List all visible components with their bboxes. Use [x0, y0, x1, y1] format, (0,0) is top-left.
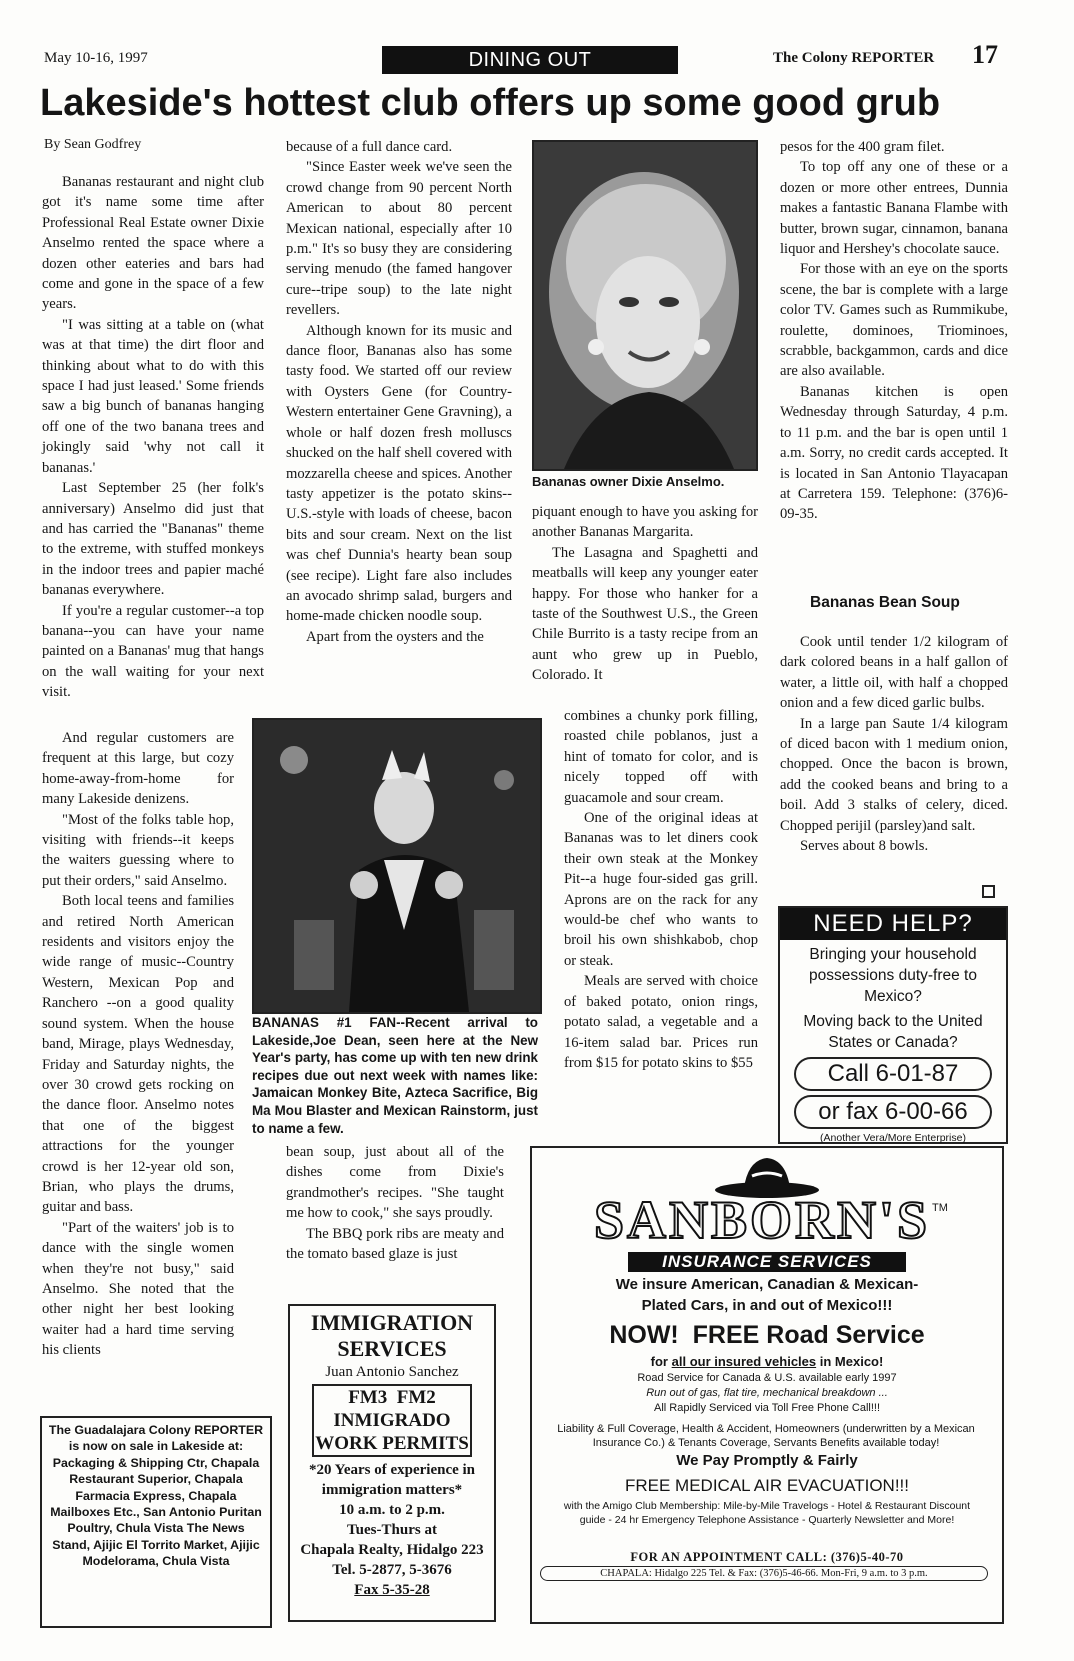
- sanborns-free-road-service: FREE Road Service: [692, 1321, 925, 1349]
- paragraph: Bananas restaurant and night club got it's name some time after Professional Real Estate owner Dixie Anselmo rented the space where a dozen other eateries and bars had come and gone in the space of a few years.: [42, 174, 264, 313]
- paragraph: If you're a regular customer--a top banana--you can have your name painted on a Bananas' mug that hangs on the wall waiting for your next visit.: [42, 602, 264, 701]
- section-banner: DINING OUT: [382, 46, 678, 74]
- immigration-experience: *20 Years of experience in immigration matters*: [308, 1462, 476, 1498]
- headline: Lakeside's hottest club offers up some good grub: [40, 82, 941, 124]
- need-help-ad: [778, 906, 1008, 1144]
- paragraph: And regular customers are frequent at this large, but cozy home-away-from-home for many Lakeside denizens.: [42, 730, 234, 808]
- article-column-3-continued: [564, 706, 758, 1073]
- paragraph: Although known for its music and dance floor, Bananas also has some tasty food. We started off our review with Oysters Gene (for Country-Western entertainer Gene Gravning), a whole or half dozen fresh molluscs shucked on the half shell covered with mozzarella cheese and spices. Another tasty appetizer is the potato skins--U.S.-style with loads of cheese, bacon bits and sour cream. Next on the list was chef Dunnia's hearty bean soup (see recipe). Light fare also includes an avocado shrimp salad, burgers and home-made chicken noodle soup.: [286, 322, 512, 625]
- sanborns-for-all-pre: for: [650, 1354, 668, 1369]
- party-photo-icon: [254, 720, 540, 1012]
- paragraph: "Since Easter week we've seen the crowd change from 90 percent North American to about 80 percent Mexican national, especially after 10 p.m." It's so busy they are considering serving menudo (the famed hangover cure--tripe soup) to the late night revellers.: [286, 159, 512, 319]
- article-column-3: [532, 502, 758, 686]
- sanborns-pay: We Pay Promptly & Fairly: [676, 1452, 858, 1469]
- paragraph: In a large pan Saute 1/4 kilogram of diced bacon with 1 medium onion, chopped. Once the bacon is brown, add the cooked beans and bring to a boil. Add 3 stalks of celery, diced. Chopped perijil (parsley)and salt.: [780, 715, 1008, 834]
- paragraph: Cook until tender 1/2 kilogram of dark colored beans in a half gallon of water, a little oil, with half a chopped onion and a few diced garlic bulbs.: [780, 634, 1008, 712]
- sanborns-insured-vehicles-link: all our insured vehicles: [671, 1354, 817, 1369]
- need-help-line1: Bringing your household possessions duty-free to Mexico?: [808, 946, 977, 1005]
- paragraph: "Most of the folks table hop, visiting with friends--it keeps the waiters guessing where to put their orders," said Anselmo.: [42, 811, 234, 889]
- need-help-footer: (Another Vera/More Enterprise): [820, 1132, 966, 1144]
- issue-date: May 10-16, 1997: [44, 50, 148, 66]
- paragraph: To top off any one of these or a dozen or more other entrees, Dunnia makes a fantastic Banana Flambe with butter, brown sugar, cinnamon, banana liquor and Hershey's chocolate sauce.: [780, 159, 1008, 258]
- sanborns-now: [572, 1320, 962, 1350]
- portrait-photo-icon: [534, 142, 756, 469]
- article-column-2-continued: [286, 1142, 504, 1264]
- sanborns-logo: SANBORN'S: [593, 1190, 931, 1250]
- need-help-fax: or fax 6-00-66: [794, 1095, 992, 1129]
- paragraph: One of the original ideas at Bananas was to let diners cook their own steak at the Monkey Pit--a huge four-sided gas grill. Aprons are on the rack for any would-be chef who wants to broil his own shishkabob, chop or steak.: [564, 810, 758, 969]
- sanborns-amigo: with the Amigo Club Membership: Mile-by-Mile Travelogs - Hotel & Restaurant Discount guide - 24 hr Emergency Telephone Assistance - Quarterly Newsletter and More!: [563, 1500, 971, 1526]
- paragraph: pesos for the 400 gram filet.: [780, 139, 945, 155]
- end-mark-icon: [982, 885, 995, 898]
- immigration-fm: FM3 FM2: [348, 1387, 436, 1408]
- immigration-fax: Fax 5-35-28: [354, 1582, 430, 1598]
- immigration-subtitle: SERVICES: [337, 1336, 447, 1361]
- sanborns-tm: TM: [932, 1202, 948, 1214]
- photo-caption-dixie: Bananas owner Dixie Anselmo.: [532, 474, 725, 489]
- recipe-body: [780, 632, 1008, 856]
- sanborns-rapidly: All Rapidly Serviced via Toll Free Phone Call!!!: [653, 1402, 880, 1414]
- paragraph: combines a chunky pork filling, roasted chile poblanos, just a hint of tomato for color, and is nicely topped off with guacamole and sour cream.: [564, 708, 758, 806]
- sanborns-insure: We insure American, Canadian & Mexican-Plated Cars, in and out of Mexico!!!: [615, 1276, 919, 1314]
- paragraph: "Part of the waiters' job is to dance with the single women when they're not busy," said Anselmo. She noted that the other night her best looking waiter had a hard time serving his clients: [42, 1219, 234, 1359]
- colony-box-places: Packaging & Shipping Ctr, Chapala Restaurant Superior, Chapala Farmacia Express, Chapala Mailboxes Etc., San Antonio Puritan Poultry, Chula Vista The News Stand, Ajijic El Torrito Market, Ajijic Modelorama, Chula Vista: [50, 1455, 262, 1569]
- colony-box-title: The Guadalajara Colony REPORTER: [48, 1423, 264, 1437]
- photo-dixie-anselmo: [532, 140, 758, 471]
- sanborns-canada: Road Service for Canada & U.S. available early 1997: [637, 1372, 897, 1384]
- paragraph: because of a full dance card.: [286, 139, 453, 155]
- colony-box-sub: is now on sale in Lakeside at:: [68, 1439, 244, 1454]
- immigration-work-permits: WORK PERMITS: [315, 1433, 469, 1454]
- paragraph: Serves about 8 bowls.: [800, 838, 929, 855]
- immigration-agent-name: Juan Antonio Sanchez: [325, 1364, 459, 1380]
- immigration-tel: Tel. 5-2877, 5-3676: [332, 1562, 452, 1578]
- sanborns-appointment: FOR AN APPOINTMENT CALL: (376)5-40-70: [630, 1550, 904, 1564]
- sanborns-run-out: Run out of gas, flat tire, mechanical breakdown ...: [646, 1387, 888, 1399]
- sanborns-banner: INSURANCE SERVICES: [628, 1252, 906, 1272]
- article-column-1: [42, 172, 264, 703]
- paragraph: For those with an eye on the sports scene, the bar is complete with a large color TV. Games such as Rummikube, roulette, dominoes, Triominoes, scrabble, backgammon, cards and dice are also available.: [780, 261, 1008, 380]
- immigration-ad: [288, 1304, 496, 1622]
- paragraph: Last September 25 (her folk's anniversary) Anselmo did just that and has carried the "Bananas" theme to the extreme, with stuffed monkeys in the indoor trees and papier maché bananas everywhere.: [42, 480, 264, 599]
- paragraph: Both local teens and families and retired North American residents and visitors enjoy the wide range of music--Country Western, Mexican Pop and Ranchero --on a good quality sound system. When the house band, Mirage, plays Wednesday, Friday and Saturday nights, the over 30 crowd gets rocking on the dance floor. Anselmo notes that one of the biggest attractions for the younger crowd is her 12-year old son, Brian, who plays the drums, guitar and bass.: [42, 893, 234, 1216]
- sanborns-liability: Liability & Full Coverage, Health & Accident, Homeowners (underwritten by a Mexican Insurance Co.) & Tenants Coverage, Servants Benefits available today!: [557, 1423, 975, 1449]
- paper-name: The Colony REPORTER: [773, 50, 935, 66]
- byline: By Sean Godfrey: [44, 137, 142, 152]
- immigration-inmigrado: INMIGRADO: [333, 1410, 451, 1431]
- article-column-1-continued: [42, 728, 234, 1361]
- immigration-days: Tues-Thurs at: [347, 1522, 437, 1538]
- need-help-call: Call 6-01-87: [794, 1057, 992, 1091]
- paragraph: "I was sitting at a table on (what was at that time) the dirt floor and thinking about what to do with this space I had just leased.' Some friends saw a big bunch of bananas hanging off one of the two banana trees and jokingly said 'why not call it bananas.': [42, 316, 264, 476]
- sanborns-medical: FREE MEDICAL AIR EVACUATION!!!: [624, 1476, 909, 1495]
- photo-caption-joe-dean: BANANAS #1 FAN--Recent arrival to Lakeside,Joe Dean, seen here at the New Year's party, has come up with ten new drink recipes due out next week with names like: Jamaican Monkey Bite, Azteca Sacrifice, Big Ma Mou Blaster and Mexican Rainstorm, just to name a few.: [252, 1015, 538, 1136]
- immigration-hours: 10 a.m. to 2 p.m.: [339, 1502, 445, 1518]
- paragraph: piquant enough to have you asking for another Bananas Margarita.: [532, 504, 758, 541]
- need-help-title: NEED HELP?: [780, 908, 1006, 940]
- paragraph: bean soup, just about all of the dishes come from Dixie's grandmother's recipes. "She taught me how to cook," she says proudly.: [286, 1144, 504, 1222]
- paragraph: The BBQ pork ribs are meaty and the tomato based glaze is just: [286, 1225, 504, 1263]
- paragraph: Apart from the oysters and the: [306, 628, 484, 645]
- recipe-title: Bananas Bean Soup: [810, 594, 960, 611]
- sanborns-for-all: [552, 1354, 982, 1369]
- article-column-2: [286, 137, 512, 647]
- page-number: 17: [972, 40, 998, 69]
- need-help-line2: Moving back to the United States or Canada?: [803, 1013, 983, 1051]
- photo-joe-dean: [252, 718, 542, 1014]
- immigration-title: IMMIGRATION: [310, 1310, 474, 1335]
- paragraph: The Lasagna and Spaghetti and meatballs will keep any younger eater happy. For those who hanker for a taste of the Southwest U.S., the Green Chile Burrito is a tasty recipe from an aunt who grew up in Pueblo, Colorado. It: [532, 544, 758, 684]
- colony-reporter-box: [40, 1416, 272, 1628]
- sanborns-for-all-post: in Mexico!: [819, 1354, 884, 1369]
- paragraph: Meals are served with choice of baked potato, onion rings, potato salad, a vegetable and a 16-item salad bar. Prices run from $15 for potato skins to $55: [564, 973, 758, 1071]
- paragraph: Bananas kitchen is open Wednesday through Saturday, 4 p.m. to 11 p.m. and the bar is open until 1 a.m. Sorry, no credit cards accepted. It is located in San Antonio Tlayacapan at Carretera 159. Telephone: (376)6-09-35.: [780, 383, 1008, 523]
- article-column-4: [780, 137, 1008, 525]
- sanborns-ad: [530, 1146, 1004, 1624]
- sanborns-now-label: NOW!: [609, 1321, 679, 1349]
- immigration-location: Chapala Realty, Hidalgo 223: [300, 1542, 484, 1558]
- sanborns-address: CHAPALA: Hidalgo 225 Tel. & Fax: (376)5-46-66. Mon-Fri, 9 a.m. to 3 p.m.: [540, 1566, 988, 1581]
- immigration-permits-box: [312, 1384, 472, 1457]
